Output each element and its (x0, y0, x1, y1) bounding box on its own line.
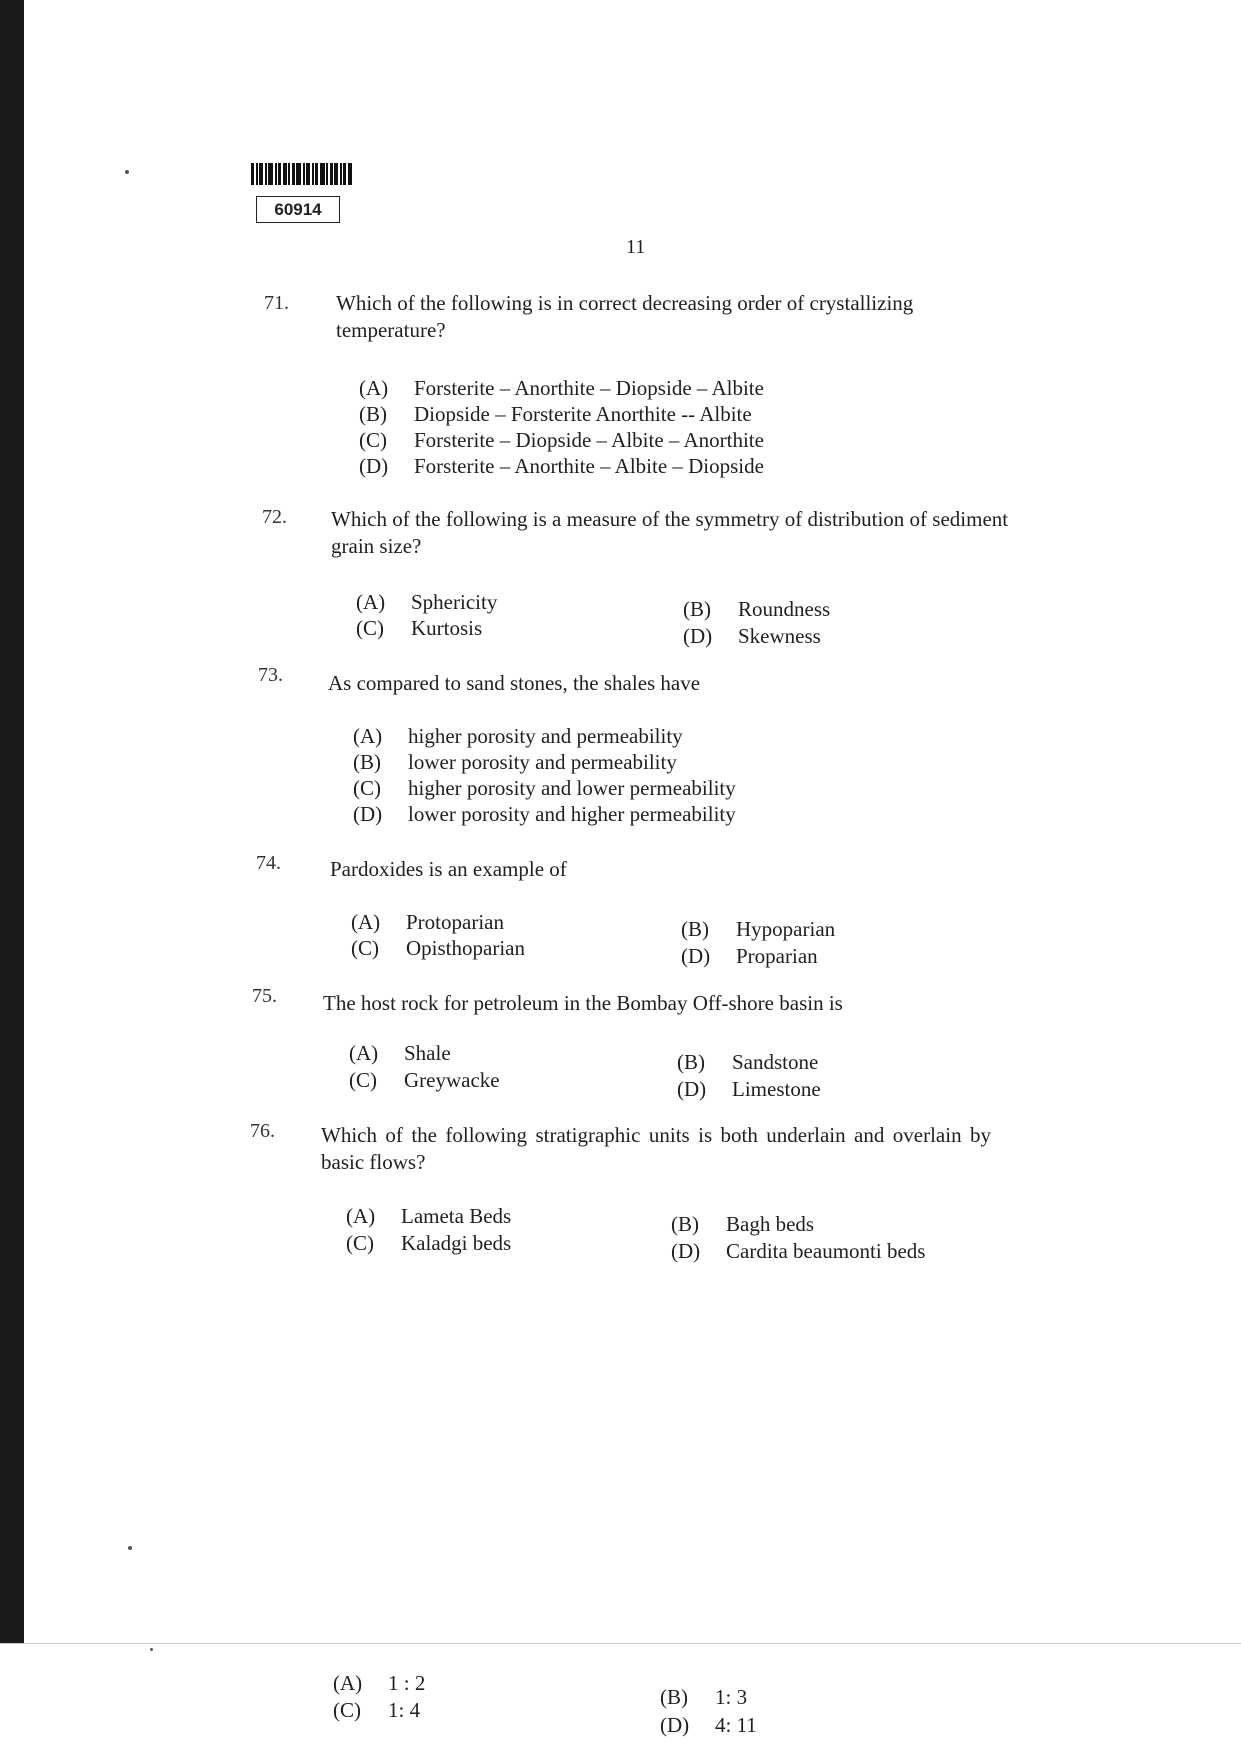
option-text: Bagh beds (726, 1212, 815, 1236)
scan-speck (128, 1546, 132, 1550)
option-label: (B) (359, 402, 387, 426)
option-d (353, 801, 736, 827)
option-text: lower porosity and higher permeability (408, 802, 736, 826)
question-number: 76. (250, 1120, 275, 1142)
question-text: The host rock for petroleum in the Bombay Off-shore basin is (323, 991, 843, 1015)
option-c (346, 1230, 511, 1256)
option-text: lower porosity and permeability (408, 750, 677, 774)
scan-speck (150, 1648, 153, 1651)
option-c (359, 427, 764, 453)
option-a (349, 1040, 451, 1066)
page-number: 11 (626, 236, 646, 258)
option-text: Lameta Beds (401, 1204, 512, 1228)
option-label: (D) (359, 454, 389, 478)
option-text: Sandstone (732, 1050, 819, 1074)
scan-edge (0, 0, 24, 1754)
option-label: (D) (677, 1077, 707, 1101)
question-number: 75. (252, 985, 277, 1007)
question-number: 73. (258, 664, 283, 686)
option-label: (D) (660, 1713, 690, 1737)
option-text: Diopside – Forsterite Anorthite -- Albite (414, 402, 752, 426)
option-label: (A) (356, 590, 386, 614)
option-b (359, 401, 752, 427)
option-text: Forsterite – Anorthite – Diopside – Albite (414, 376, 764, 400)
option-text: 4: 11 (715, 1713, 757, 1737)
option-d (683, 623, 821, 649)
question-number: 74. (256, 852, 281, 874)
option-d (660, 1712, 757, 1738)
option-label: (A) (346, 1204, 376, 1228)
option-text: Shale (404, 1041, 451, 1065)
question-text: As compared to sand stones, the shales have (328, 671, 701, 695)
option-text: Kaladgi beds (401, 1231, 512, 1255)
option-text: 1 : 2 (388, 1671, 426, 1695)
option-label: (B) (660, 1685, 688, 1709)
option-b (681, 916, 835, 942)
question-text: Pardoxides is an example of (330, 857, 567, 881)
barcode-graphic (251, 163, 381, 185)
option-text: Limestone (732, 1077, 821, 1101)
option-text: 1: 3 (715, 1685, 748, 1709)
option-text: higher porosity and permeability (408, 724, 683, 748)
option-text: Kurtosis (411, 616, 483, 640)
option-text: Proparian (736, 944, 818, 968)
option-d (677, 1076, 821, 1102)
paper-code: 60914 (256, 196, 340, 223)
option-d (671, 1238, 925, 1264)
option-b (683, 596, 830, 622)
option-text: higher porosity and lower permeability (408, 776, 736, 800)
option-text: Sphericity (411, 590, 498, 614)
option-a (359, 375, 764, 401)
option-text: Greywacke (404, 1068, 500, 1092)
question-text: Which of the following is a measure of the symmetry of distribution of sediment grain size? (331, 507, 1009, 558)
question-number: 71. (264, 292, 289, 314)
option-label: (C) (359, 428, 387, 452)
option-b (353, 749, 677, 775)
option-text: Opisthoparian (406, 936, 525, 960)
option-d (681, 943, 818, 969)
question-text: Which of the following is in correct decreasing order of crystallizing temperature? (336, 291, 914, 342)
option-label: (B) (353, 750, 381, 774)
option-label: (C) (351, 936, 379, 960)
option-a (351, 909, 504, 935)
option-c (333, 1697, 420, 1723)
next-page-strip (0, 1643, 1241, 1755)
option-label: (B) (671, 1212, 699, 1236)
option-label: (A) (333, 1671, 363, 1695)
option-label: (C) (356, 616, 384, 640)
option-c (356, 615, 482, 641)
option-label: (A) (353, 724, 383, 748)
option-label: (D) (683, 624, 713, 648)
option-label: (B) (681, 917, 709, 941)
option-label: (C) (346, 1231, 374, 1255)
question-text: Which of the following stratigraphic units is both underlain and overlain by basic flows? (321, 1123, 991, 1174)
option-text: Skewness (738, 624, 821, 648)
option-text: Hypoparian (736, 917, 836, 941)
option-a (353, 723, 683, 749)
option-b (660, 1684, 747, 1710)
question-number: 72. (262, 506, 287, 528)
option-text: 1: 4 (388, 1698, 421, 1722)
option-d (359, 453, 764, 479)
option-text: Cardita beaumonti beds (726, 1239, 926, 1263)
option-text: Protoparian (406, 910, 504, 934)
option-a (346, 1203, 511, 1229)
option-text: Forsterite – Anorthite – Albite – Diopside (414, 454, 764, 478)
option-text: Roundness (738, 597, 831, 621)
option-label: (B) (683, 597, 711, 621)
option-label: (D) (681, 944, 711, 968)
option-label: (C) (333, 1698, 361, 1722)
option-b (677, 1049, 818, 1075)
option-label: (D) (671, 1239, 701, 1263)
option-c (351, 935, 525, 961)
option-a (333, 1670, 425, 1696)
scan-speck (125, 170, 129, 174)
option-b (671, 1211, 814, 1237)
option-label: (D) (353, 802, 383, 826)
option-label: (C) (353, 776, 381, 800)
option-label: (A) (349, 1041, 379, 1065)
option-text: Forsterite – Diopside – Albite – Anorthite (414, 428, 764, 452)
option-a (356, 589, 497, 615)
option-label: (A) (359, 376, 389, 400)
option-c (353, 775, 736, 801)
option-label: (B) (677, 1050, 705, 1074)
option-c (349, 1067, 500, 1093)
option-label: (A) (351, 910, 381, 934)
option-label: (C) (349, 1068, 377, 1092)
